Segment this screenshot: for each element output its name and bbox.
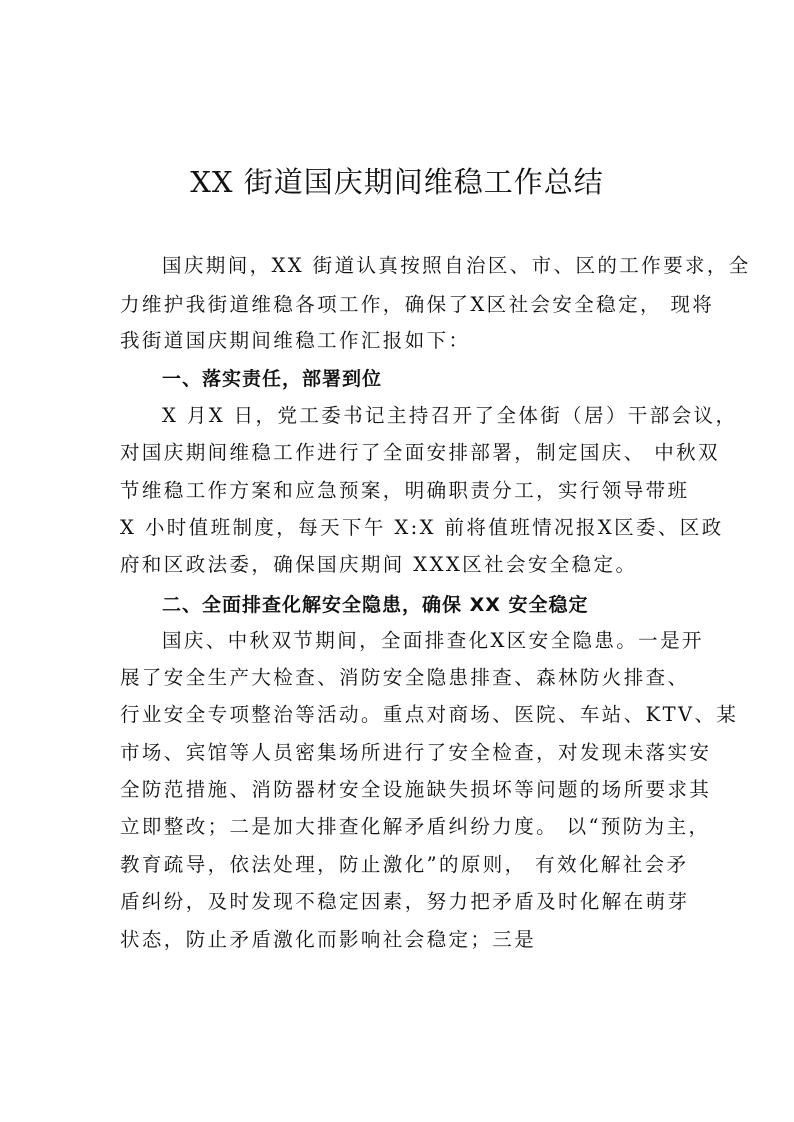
section-1-line-4: X 小时值班制度，每天下午 X:X 前将值班情况报X区委、区政 bbox=[120, 516, 724, 539]
section-2-line-7: 教育疏导，依法处理，防止激化”的原则， 有效化解社会矛 bbox=[120, 853, 689, 876]
section-1-line-2: 对国庆期间维稳工作进行了全面安排部署，制定国庆、 中秋双 bbox=[120, 441, 720, 464]
intro-line-1: 国庆期间，XX 街道认真按照自治区、市、区的工作要求，全 bbox=[162, 254, 751, 277]
section-1-line-3: 节维稳工作方案和应急预案，明确职责分工，实行领导带班 bbox=[120, 479, 690, 502]
section-2-line-1: 国庆、中秋双节期间，全面排查化X区安全隐患。一是开 bbox=[162, 629, 704, 652]
intro-line-3: 我街道国庆期间维稳工作汇报如下： bbox=[120, 329, 471, 352]
section-2-line-9: 状态，防止矛盾激化而影响社会稳定；三是 bbox=[120, 928, 537, 951]
section-2-line-4: 市场、宾馆等人员密集场所进行了安全检查，对发现未落实安 bbox=[120, 741, 712, 764]
document-title: XX 街道国庆期间维稳工作总结 bbox=[190, 165, 604, 199]
section-2-line-2: 展了安全生产大检查、消防安全隐患排查、森林防火排查、 bbox=[120, 666, 690, 689]
section-2-line-3: 行业安全专项整治等活动。重点对商场、医院、车站、KTV、某 bbox=[120, 703, 739, 726]
section-1-heading: 一、落实责任，部署到位 bbox=[162, 368, 383, 390]
section-2-line-6: 立即整改；二是加大排查化解矛盾纠纷力度。 以“预防为主， bbox=[120, 815, 711, 838]
section-2-line-8: 盾纠纷，及时发现不稳定因素，努力把矛盾及时化解在萌芽 bbox=[120, 890, 690, 913]
intro-line-2: 力维护我街道维稳各项工作，确保了X区社会安全稳定， 现将 bbox=[120, 293, 715, 316]
section-1-line-5: 府和区政法委，确保国庆期间 XXX区社会安全稳定。 bbox=[120, 553, 638, 576]
section-1-line-1: X 月X 日，党工委书记主持召开了全体街（居）干部会议， bbox=[162, 404, 738, 427]
section-2-line-5: 全防范措施、消防器材安全设施缺失损坏等问题的场所要求其 bbox=[120, 778, 712, 801]
section-2-heading: 二、全面排查化解安全隐患，确保 XX 安全稳定 bbox=[162, 594, 589, 616]
